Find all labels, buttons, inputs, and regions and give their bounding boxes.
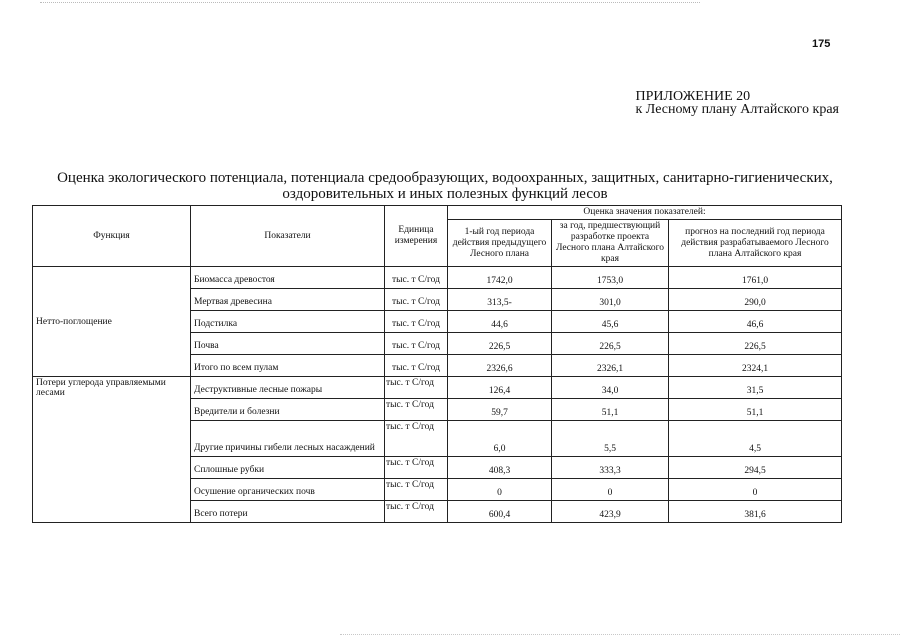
value-cell: 0 (448, 479, 552, 501)
unit-cell: тыс. т С/год (385, 399, 448, 421)
indicator-cell: Всего потери (191, 501, 385, 523)
value-cell: 0 (669, 479, 842, 501)
value-cell: 51,1 (552, 399, 669, 421)
table-row (33, 267, 842, 289)
value-cell: 381,6 (669, 501, 842, 523)
value-cell: 408,3 (448, 457, 552, 479)
value-cell: 59,7 (448, 399, 552, 421)
value-cell: 34,0 (552, 377, 669, 399)
value-cell: 45,6 (552, 311, 669, 333)
unit-cell: тыс. т С/год (385, 333, 448, 355)
value-cell: 5,5 (552, 421, 669, 457)
unit-cell: тыс. т С/год (385, 421, 448, 457)
header-col-prior-year: за год, предшествующий разработке проекта Лесного плана Алтайского края (552, 220, 669, 267)
page-number: 175 (812, 38, 831, 50)
indicator-cell: Почва (191, 333, 385, 355)
function-cell: Потери углерода управляемыми лесами (33, 377, 191, 523)
assessment-table (32, 205, 842, 523)
value-cell: 301,0 (552, 289, 669, 311)
header-unit: Единица измерения (385, 206, 448, 267)
value-cell: 290,0 (669, 289, 842, 311)
value-cell: 226,5 (552, 333, 669, 355)
value-cell: 1761,0 (669, 267, 842, 289)
value-cell: 333,3 (552, 457, 669, 479)
indicator-cell: Биомасса древостоя (191, 267, 385, 289)
unit-cell: тыс. т С/год (385, 479, 448, 501)
value-cell: 51,1 (669, 399, 842, 421)
header-indicators: Показатели (191, 206, 385, 267)
scan-top-edge (40, 2, 700, 4)
value-cell: 46,6 (669, 311, 842, 333)
unit-cell: тыс. т С/год (385, 311, 448, 333)
value-cell: 1753,0 (552, 267, 669, 289)
unit-cell: тыс. т С/год (385, 377, 448, 399)
value-cell: 4,5 (669, 421, 842, 457)
indicator-cell: Мертвая древесина (191, 289, 385, 311)
value-cell: 226,5 (669, 333, 842, 355)
indicator-cell: Подстилка (191, 311, 385, 333)
value-cell: 6,0 (448, 421, 552, 457)
title-line-2: оздоровительных и иных полезных функций лесов (282, 186, 608, 202)
indicator-cell: Другие причины гибели лесных насаждений (191, 421, 385, 457)
unit-cell: тыс. т С/год (385, 355, 448, 377)
title-line-1: Оценка экологического потенциала, потенциала средообразующих, водоохранных, защитных, санитарно-гигиенических, (57, 170, 833, 186)
value-cell: 294,5 (669, 457, 842, 479)
header-assessment: Оценка значения показателей: (448, 206, 842, 220)
indicator-cell: Деструктивные лесные пожары (191, 377, 385, 399)
appendix-reference: к Лесному плану Алтайского края (635, 102, 839, 117)
header-col-prev-plan: 1-ый год периода действия предыдущего Лесного плана (448, 220, 552, 267)
appendix-number: ПРИЛОЖЕНИЕ 20 (635, 89, 751, 104)
value-cell: 0 (552, 479, 669, 501)
value-cell: 2326,1 (552, 355, 669, 377)
unit-cell: тыс. т С/год (385, 501, 448, 523)
function-cell: Нетто-поглощение (33, 267, 191, 377)
value-cell: 126,4 (448, 377, 552, 399)
unit-cell: тыс. т С/год (385, 289, 448, 311)
appendix-heading (636, 90, 840, 116)
header-col-forecast: прогноз на последний год периода действия разрабатываемого Лесного плана Алтайского края (669, 220, 842, 267)
value-cell: 31,5 (669, 377, 842, 399)
indicator-cell: Осушение органических почв (191, 479, 385, 501)
indicator-cell: Вредители и болезни (191, 399, 385, 421)
indicator-cell: Сплошные рубки (191, 457, 385, 479)
value-cell: 2326,6 (448, 355, 552, 377)
value-cell: 600,4 (448, 501, 552, 523)
value-cell: 226,5 (448, 333, 552, 355)
unit-cell: тыс. т С/год (385, 457, 448, 479)
value-cell: 44,6 (448, 311, 552, 333)
indicator-cell: Итого по всем пулам (191, 355, 385, 377)
value-cell: 1742,0 (448, 267, 552, 289)
document-title (30, 170, 860, 202)
value-cell: 313,5- (448, 289, 552, 311)
value-cell: 423,9 (552, 501, 669, 523)
unit-cell: тыс. т С/год (385, 267, 448, 289)
scan-bottom-edge (340, 634, 900, 636)
header-function: Функция (33, 206, 191, 267)
value-cell: 2324,1 (669, 355, 842, 377)
table-row (33, 377, 842, 399)
